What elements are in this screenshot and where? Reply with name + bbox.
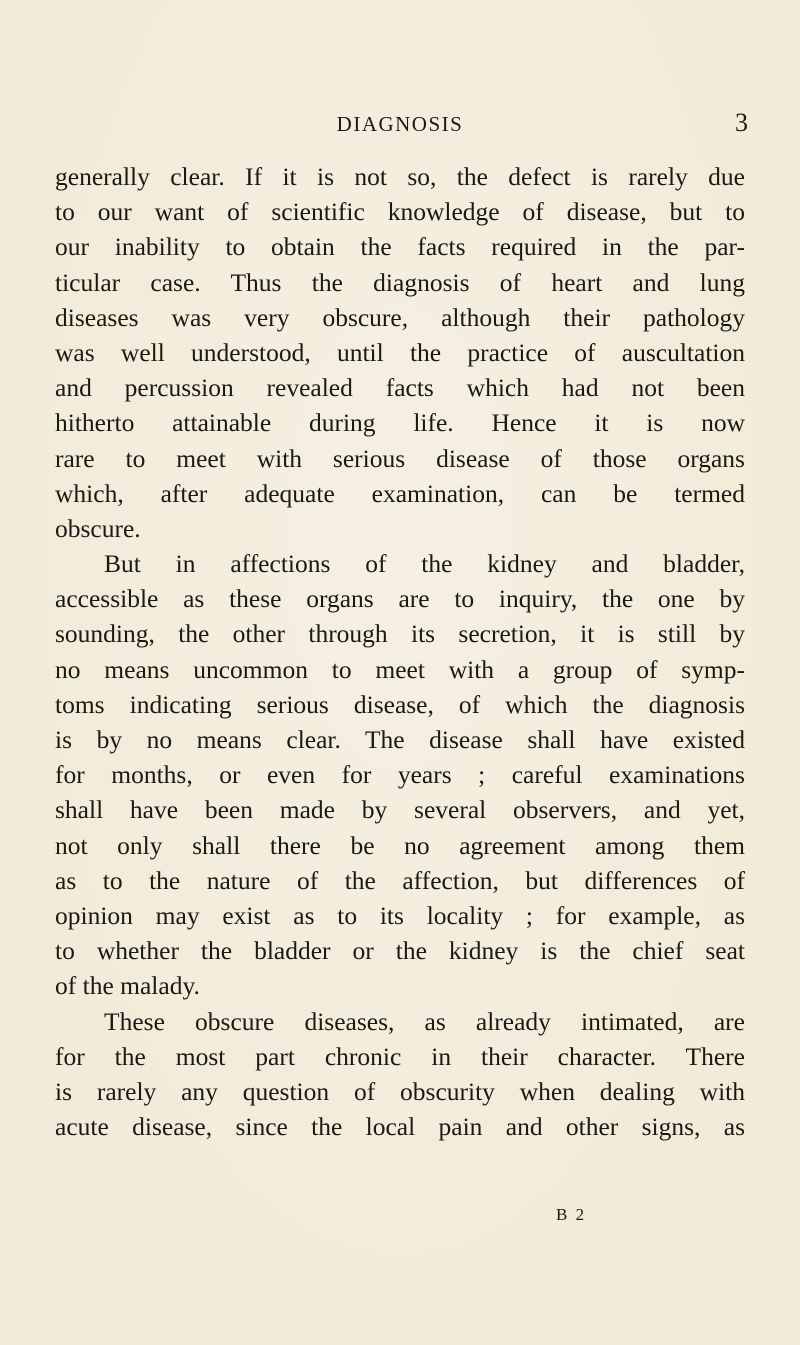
text-line: diseases was very obscure, although their pathology [55, 302, 745, 332]
running-title: DIAGNOSIS [336, 112, 464, 136]
page-number: 3 [735, 108, 748, 137]
text-line: was well understood, until the practice of auscultation [55, 337, 745, 367]
text-line: is rarely any question of obscurity when dealing with [55, 1076, 745, 1106]
text-line: to our want of scientific knowledge of disease, but to [55, 197, 745, 227]
text-line: toms indicating serious disease, of which the diagnosis [55, 689, 745, 719]
text-line: for months, or even for years ; careful examinations [55, 760, 745, 790]
paragraph-start-line: But in affections of the kidney and bladder, [104, 549, 745, 579]
signature-mark: B 2 [556, 1205, 587, 1224]
text-line: is by no means clear. The disease shall have existed [55, 725, 745, 754]
text-line: sounding, the other through its secretion, it is still by [55, 619, 745, 649]
text-line: not only shall there be no agreement among them [55, 830, 745, 860]
text-line: to whether the bladder or the kidney is the chief seat [55, 936, 745, 966]
body-text [55, 159, 745, 1144]
paragraph-end-line: of the malady. [55, 971, 200, 1001]
text-line: shall have been made by several observers, and yet, [55, 795, 745, 825]
text-line: acute disease, since the local pain and other signs, as [55, 1112, 745, 1142]
text-line: hitherto attainable during life. Hence it is now [55, 408, 745, 438]
text-line: ticular case. Thus the diagnosis of heart and lung [55, 267, 745, 297]
text-line: opinion may exist as to its locality ; for example, as [55, 900, 745, 930]
text-line: accessible as these organs are to inquiry, the one by [55, 584, 745, 614]
text-line: for the most part chronic in their character. There [55, 1041, 745, 1071]
paragraph-end-line: obscure. [55, 513, 141, 543]
paragraph-start-line: These obscure diseases, as already intimated, are [104, 1006, 745, 1036]
text-line: rare to meet with serious disease of those organs [55, 443, 745, 473]
text-line: as to the nature of the affection, but differences of [55, 865, 745, 895]
running-head [0, 108, 800, 142]
text-line: which, after adequate examination, can be termed [55, 478, 745, 508]
text-line: no means uncommon to meet with a group of symp- [55, 654, 745, 684]
text-line: generally clear. If it is not so, the defect is rarely due [55, 162, 745, 191]
text-line: our inability to obtain the facts required in the par- [55, 232, 745, 262]
text-line: and percussion revealed facts which had not been [55, 373, 745, 403]
